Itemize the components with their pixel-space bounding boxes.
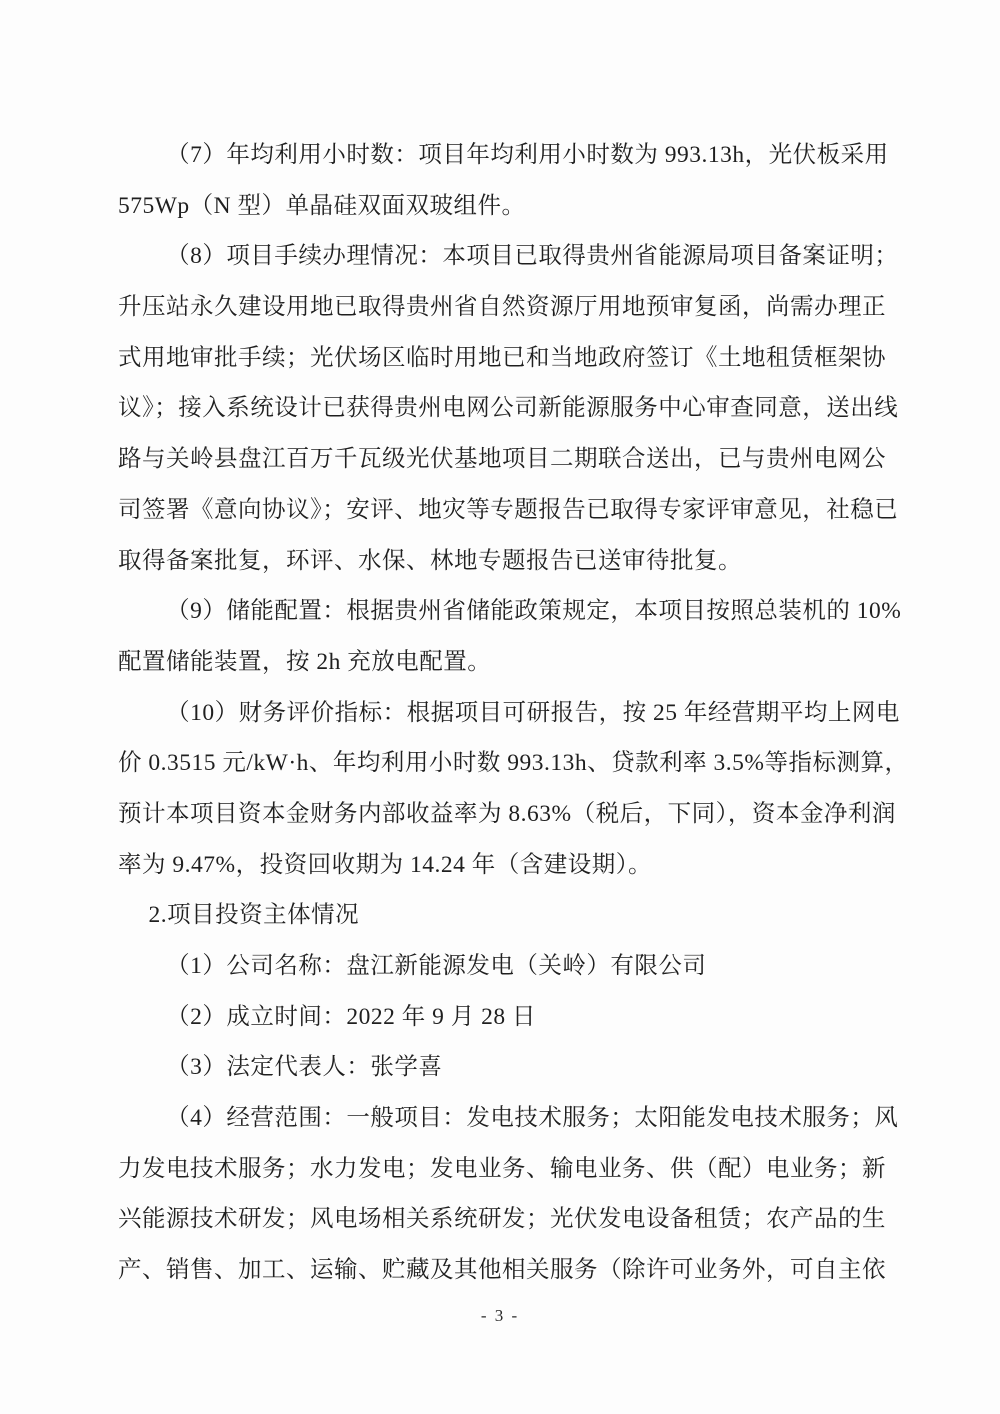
text-line: （10）财务评价指标：根据项目可研报告，按 25 年经营期平均上网电 <box>166 699 900 726</box>
text-line: （9）储能配置：根据贵州省储能政策规定，本项目按照总装机的 10% <box>166 598 902 625</box>
text-line: 司签署《意向协议》；安评、地灾等专题报告已取得专家评审意见，社稳已 <box>118 496 899 523</box>
text-line: 产、销售、加工、运输、贮藏及其他相关服务（除许可业务外，可自主依 <box>118 1257 886 1284</box>
text-line: 兴能源技术研发；风电场相关系统研发；光伏发电设备租赁；农产品的生 <box>118 1206 886 1233</box>
text-line: 率为 9.47%，投资回收期为 14.24 年（含建设期）。 <box>118 851 652 878</box>
text-line: （2）成立时间：2022 年 9 月 28 日 <box>166 1003 537 1030</box>
page-number: - 3 - <box>480 1306 520 1325</box>
document-body <box>118 130 909 1296</box>
text-line: （7）年均利用小时数：项目年均利用小时数为 993.13h，光伏板采用 <box>166 142 889 168</box>
text-line: （1）公司名称：盘江新能源发电（关岭）有限公司 <box>166 953 707 979</box>
text-line: （4）经营范围：一般项目：发电技术服务；太阳能发电技术服务；风 <box>166 1105 899 1132</box>
text-line: 575Wp（N 型）单晶硅双面双玻组件。 <box>118 192 526 219</box>
text-line: 式用地审批手续；光伏场区临时用地已和当地政府签订《土地租赁框架协 <box>118 344 886 371</box>
text-line: （8）项目手续办理情况：本项目已取得贵州省能源局项目备案证明； <box>166 243 899 270</box>
text-line: 取得备案批复，环评、水保、林地专题报告已送审待批复。 <box>118 547 742 574</box>
text-line: 议》；接入系统设计已获得贵州电网公司新能源服务中心审查同意，送出线 <box>118 395 899 422</box>
text-line: 升压站永久建设用地已取得贵州省自然资源厅用地预审复函，尚需办理正 <box>118 294 886 321</box>
text-line: 预计本项目资本金财务内部收益率为 8.63%（税后，下同），资本金净利润 <box>118 800 896 827</box>
text-line: （3）法定代表人：张学喜 <box>166 1054 443 1081</box>
text-line: 配置储能装置，按 2h 充放电配置。 <box>118 648 492 675</box>
section-heading: 2.项目投资主体情况 <box>148 902 360 929</box>
text-line: 路与关岭县盘江百万千瓦级光伏基地项目二期联合送出，已与贵州电网公 <box>118 446 886 473</box>
text-line: 价 0.3515 元/kW·h、年均利用小时数 993.13h、贷款利率 3.5%等指标测算， <box>118 750 909 777</box>
text-line: 力发电技术服务；水力发电；发电业务、输电业务、供（配）电业务；新 <box>118 1155 886 1182</box>
